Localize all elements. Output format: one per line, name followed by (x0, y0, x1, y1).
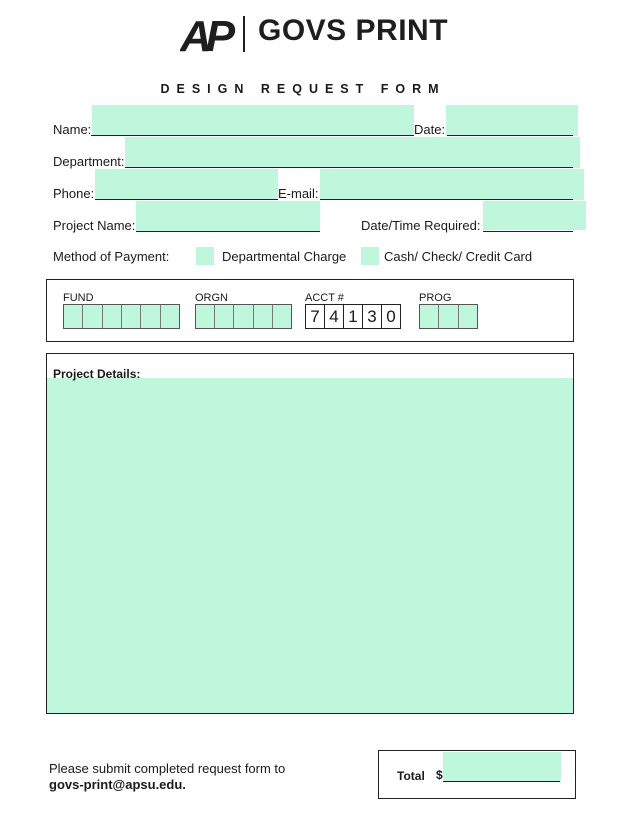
logo-name: GOVS PRINT (258, 14, 449, 47)
date-underline (447, 135, 573, 136)
phone-input[interactable] (95, 169, 278, 200)
cash-check-credit-checkbox[interactable] (361, 247, 379, 265)
department-label: Department: (53, 154, 125, 169)
orgn-cell[interactable] (273, 305, 291, 328)
acct-digit: 7 (306, 305, 325, 328)
project-name-label: Project Name: (53, 218, 136, 233)
acct-digit: 3 (363, 305, 382, 328)
logo-emblem-text: AP (180, 14, 230, 54)
total-input[interactable] (443, 752, 561, 782)
submit-instructions-line: Please submit completed request form to (49, 761, 286, 776)
submit-instructions (49, 761, 285, 793)
project-name-underline (136, 231, 320, 232)
orgn-cells (195, 304, 292, 329)
fund-cell[interactable] (103, 305, 122, 328)
project-details-input[interactable] (47, 378, 573, 713)
fund-cell[interactable] (161, 305, 179, 328)
email-underline (320, 199, 573, 200)
orgn-cell[interactable] (234, 305, 253, 328)
departmental-charge-checkbox[interactable] (196, 247, 214, 265)
fund-label: FUND (63, 292, 94, 304)
ap-logo-icon (180, 14, 238, 54)
name-input[interactable] (92, 105, 414, 136)
fund-cell[interactable] (141, 305, 160, 328)
email-input[interactable] (320, 169, 584, 200)
date-time-required-label: Date/Time Required: (361, 218, 481, 233)
fund-cells (63, 304, 180, 329)
date-input[interactable] (446, 105, 578, 136)
cash-check-credit-label: Cash/ Check/ Credit Card (384, 249, 533, 264)
form-title: DESIGN REQUEST FORM (160, 82, 446, 96)
date-label: Date: (414, 122, 446, 137)
date-time-required-input[interactable] (483, 201, 586, 230)
project-name-input[interactable] (136, 201, 320, 232)
fund-cell[interactable] (64, 305, 83, 328)
logo-divider (243, 16, 245, 52)
total-underline (443, 781, 560, 782)
orgn-cell[interactable] (254, 305, 273, 328)
prog-cell[interactable] (459, 305, 477, 328)
date-time-required-underline (483, 231, 573, 232)
payment-method-label: Method of Payment: (53, 249, 170, 264)
departmental-charge-label: Departmental Charge (222, 249, 347, 264)
acct-digit: 4 (325, 305, 344, 328)
name-label: Name: (53, 122, 92, 137)
department-underline (125, 167, 573, 168)
orgn-cell[interactable] (196, 305, 215, 328)
prog-cells (419, 304, 478, 329)
fund-cell[interactable] (122, 305, 141, 328)
submit-email: govs-print@apsu.edu. (49, 777, 186, 792)
project-details-label: Project Details: (53, 367, 141, 381)
prog-cell[interactable] (420, 305, 439, 328)
name-underline (91, 135, 414, 136)
total-label: Total (397, 769, 425, 783)
orgn-cell[interactable] (215, 305, 234, 328)
acct-digits (305, 304, 401, 329)
phone-underline (95, 199, 278, 200)
email-label: E-mail: (278, 186, 319, 201)
department-input[interactable] (125, 137, 580, 168)
total-currency: $ (436, 768, 443, 782)
acct-label: ACCT # (305, 292, 344, 304)
acct-digit: 1 (344, 305, 363, 328)
phone-label: Phone: (53, 186, 95, 201)
orgn-label: ORGN (195, 292, 228, 304)
fund-cell[interactable] (83, 305, 102, 328)
prog-label: PROG (419, 292, 452, 304)
prog-cell[interactable] (439, 305, 458, 328)
acct-digit: 0 (382, 305, 400, 328)
